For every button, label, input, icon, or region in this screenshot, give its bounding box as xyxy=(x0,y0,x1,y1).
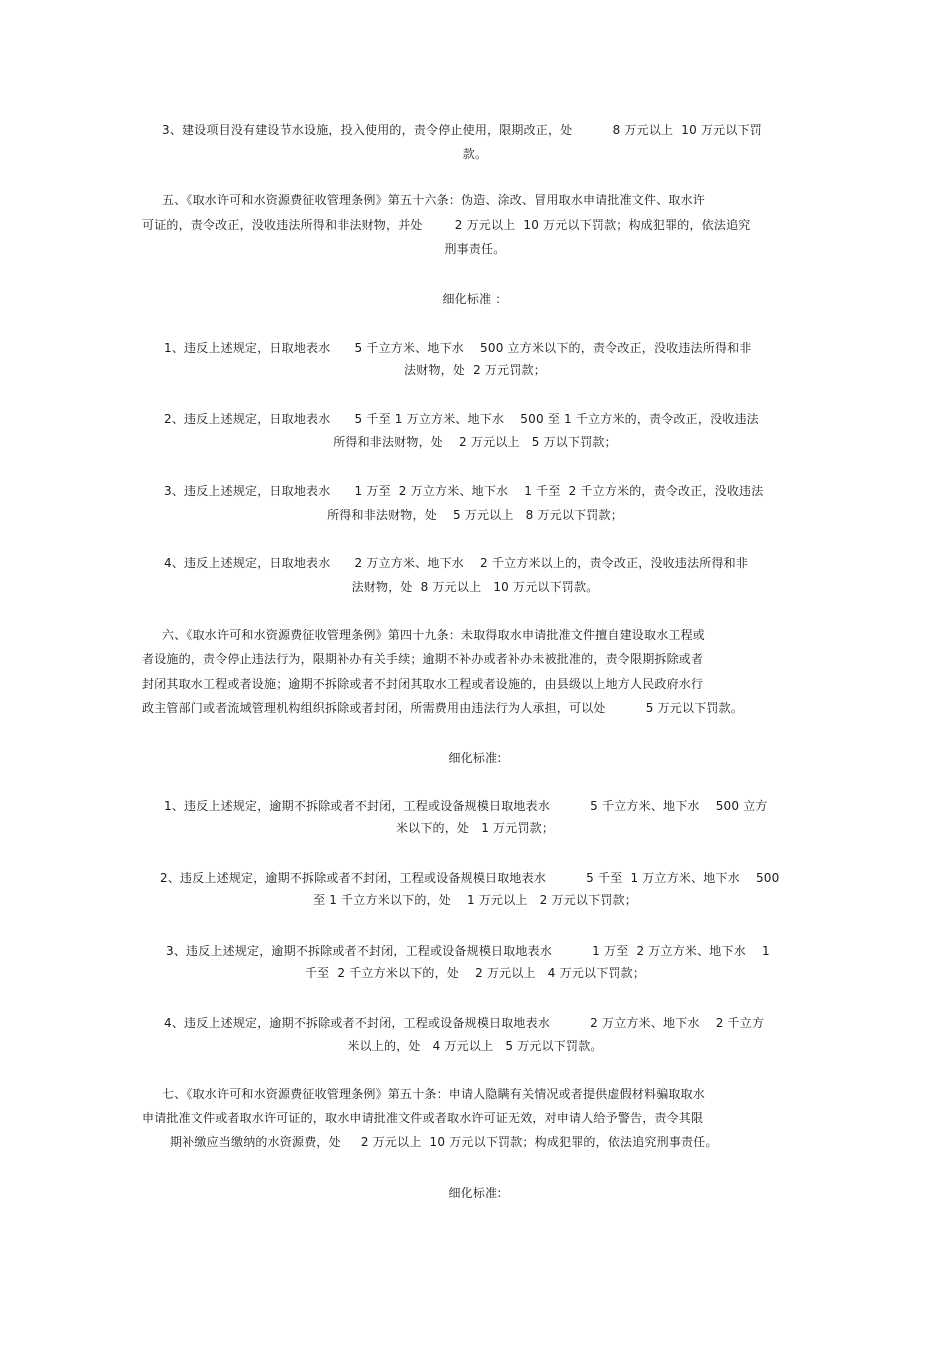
article-6-item-4-line-2: 米以上的，处 4 万元以上 5 万元以下罚款。 xyxy=(347,1039,603,1053)
article-6-item-1-line-2: 米以下的，处 1 万元罚款； xyxy=(395,821,555,835)
article-7-line-1: 七、《取水许可和水资源费征收管理条例》第五十条：申请人隐瞒有关情况或者提供虚假材料骗取取水 xyxy=(162,1087,706,1101)
article-6-item-2-line-2: 至 1 千立方米以下的，处 1 万元以上 2 万元以下罚款； xyxy=(313,893,637,907)
article-5-item-1-line-1: 1、违反上述规定，日取地表水 5 千立方米、地下水 500 立方米以下的，责令改正，没收违法所得和非 xyxy=(164,341,752,355)
article-5-item-4-line-2: 法财物，处 8 万元以上 10 万元以下罚款。 xyxy=(351,580,599,594)
article-6-item-1-line-1: 1、违反上述规定，逾期不拆除或者不封闭，工程或设备规模日取地表水 5 千立方米、地下水 500 立方 xyxy=(164,799,768,813)
article-6-item-4-line-1: 4、违反上述规定，逾期不拆除或者不封闭，工程或设备规模日取地表水 2 万立方米、地下水 2 千立方 xyxy=(164,1016,765,1030)
article-5-item-2-line-1: 2、违反上述规定，日取地表水 5 千至 1 万立方米、地下水 500 至 1 千立方米的，责令改正，没收违法 xyxy=(164,412,759,426)
article-6-line-4: 政主管部门或者流域管理机构组织拆除或者封闭，所需费用由违法行为人承担，可以处 5 万元以下罚款。 xyxy=(142,701,743,715)
article-5-item-1-line-2: 法财物，处 2 万元罚款； xyxy=(404,363,546,377)
article-5-line-2: 可证的，责令改正，没收违法所得和非法财物，并处 2 万元以上 10 万元以下罚款；构成犯罪的，依法追究 xyxy=(142,218,751,232)
article-5-item-4-line-1: 4、违反上述规定，日取地表水 2 万立方米、地下水 2 千立方米以上的，责令改正，没收违法所得和非 xyxy=(164,556,749,570)
article-5-item-3-line-1: 3、违反上述规定，日取地表水 1 万至 2 万立方米、地下水 1 千至 2 千立方米的，责令改正，没收违法 xyxy=(164,484,764,498)
standard-heading-5: 细化标准 ： xyxy=(442,292,508,306)
article-6-item-2-line-1: 2、违反上述规定，逾期不拆除或者不封闭，工程或设备规模日取地表水 5 千至 1 万立方米、地下水 500 xyxy=(160,871,780,885)
article-6-item-3-line-1: 3、违反上述规定，逾期不拆除或者不封闭，工程或设备规模日取地表水 1 万至 2 万立方米、地下水 1 xyxy=(166,944,770,958)
item-3-line-2: 款。 xyxy=(462,147,488,161)
article-6-line-3: 封闭其取水工程或者设施；逾期不拆除或者不封闭其取水工程或者设施的，由县级以上地方人民政府水行 xyxy=(142,677,704,691)
article-5-item-3-line-2: 所得和非法财物，处 5 万元以上 8 万元以下罚款； xyxy=(327,508,623,522)
article-7-line-3: 期补缴应当缴纳的水资源费，处 2 万元以上 10 万元以下罚款；构成犯罪的，依法追究刑事责任。 xyxy=(170,1135,718,1149)
article-6-line-1: 六、《取水许可和水资源费征收管理条例》第四十九条：未取得取水申请批准文件擅自建设取水工程或 xyxy=(162,628,706,642)
article-5-line-1: 五、《取水许可和水资源费征收管理条例》第五十六条：伪造、涂改、冒用取水申请批准文件、取水许 xyxy=(162,193,706,207)
item-3-line-1: 3、建设项目没有建设节水设施，投入使用的，责令停止使用，限期改正，处 8 万元以上 10 万元以下罚 xyxy=(162,123,762,137)
article-5-line-3: 刑事责任。 xyxy=(444,242,506,256)
article-6-line-2: 者设施的，责令停止违法行为，限期补办有关手续；逾期不补办或者补办未被批准的，责令限期拆除或者 xyxy=(142,652,704,666)
standard-heading-6: 细化标准: xyxy=(448,751,502,765)
article-6-item-3-line-2: 千至 2 千立方米以下的，处 2 万元以上 4 万元以下罚款； xyxy=(304,966,646,980)
article-7-line-2: 申请批准文件或者取水许可证的，取水申请批准文件或者取水许可证无效，对申请人给予警告，责令其限 xyxy=(142,1111,704,1125)
article-5-item-2-line-2: 所得和非法财物，处 2 万元以上 5 万以下罚款； xyxy=(333,435,617,449)
standard-heading-7: 细化标准: xyxy=(448,1186,502,1200)
